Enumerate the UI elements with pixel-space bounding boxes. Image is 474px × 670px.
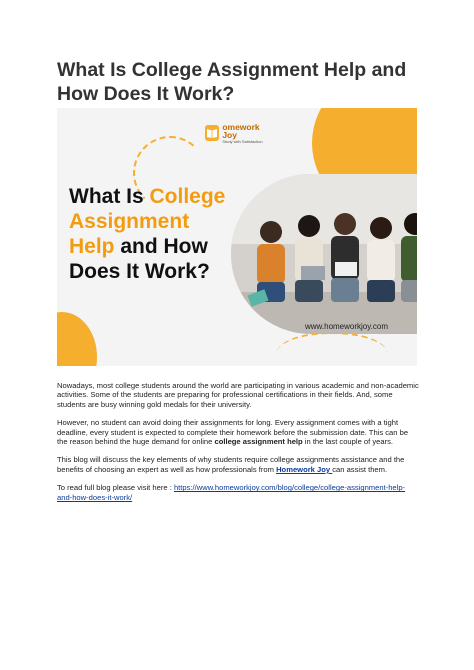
bold-keyword: college assignment help	[214, 437, 303, 447]
paragraph-text: can assist them.	[332, 464, 388, 474]
banner-heading-text: and How Does It Work?	[69, 235, 210, 283]
dashed-arc-decoration	[277, 332, 387, 366]
banner-heading	[69, 184, 239, 284]
logo-name: omework Joy	[222, 121, 260, 140]
banner-website-url: www.homeworkjoy.com	[305, 322, 388, 331]
paragraph-text: in the last couple of years.	[302, 437, 394, 447]
banner-heading-text: What Is	[69, 185, 150, 208]
students-photo	[231, 174, 417, 334]
homework-joy-link[interactable]: Homework Joy	[276, 464, 333, 474]
paragraph: Nowadays, most college students around the world are participating in various academic and non-academic activities. Some of the students are preparing for professional certifications in their fields. And, some students are busy winning gold medals for their university.	[57, 381, 419, 409]
article-body	[57, 381, 419, 511]
brand-logo	[205, 122, 271, 144]
read-more-label: To read full blog please visit here :	[57, 483, 174, 493]
banner-heading-highlight: College Assignment Help	[69, 185, 226, 258]
student-figure	[331, 213, 359, 302]
read-more-paragraph	[57, 483, 419, 502]
book-icon	[205, 125, 219, 141]
logo-tagline: Study with Satisfaction	[222, 138, 263, 144]
student-figure	[257, 221, 285, 302]
paragraph-text: This blog will discuss the key elements of why students require college assignments assistance and the benefits of choosing an expert as well as how professionals from	[57, 455, 405, 474]
paragraph-text: However, no student can avoid doing their assignments for long. Every assignment comes with a tight deadline, every student is expected to complete their homework before the submission date. This can be the reason behind the huge demand for online	[57, 418, 409, 447]
paragraph	[57, 455, 419, 474]
hero-banner-image	[57, 108, 417, 366]
student-figure	[367, 217, 395, 302]
orange-blob-decoration	[57, 312, 97, 366]
paragraph	[57, 418, 419, 446]
page-title: What Is College Assignment Help and How Does It Work?	[57, 59, 407, 105]
full-blog-link[interactable]: https://www.homeworkjoy.com/blog/college/college-assignment-help-and-how-does-it-work/	[57, 483, 406, 502]
